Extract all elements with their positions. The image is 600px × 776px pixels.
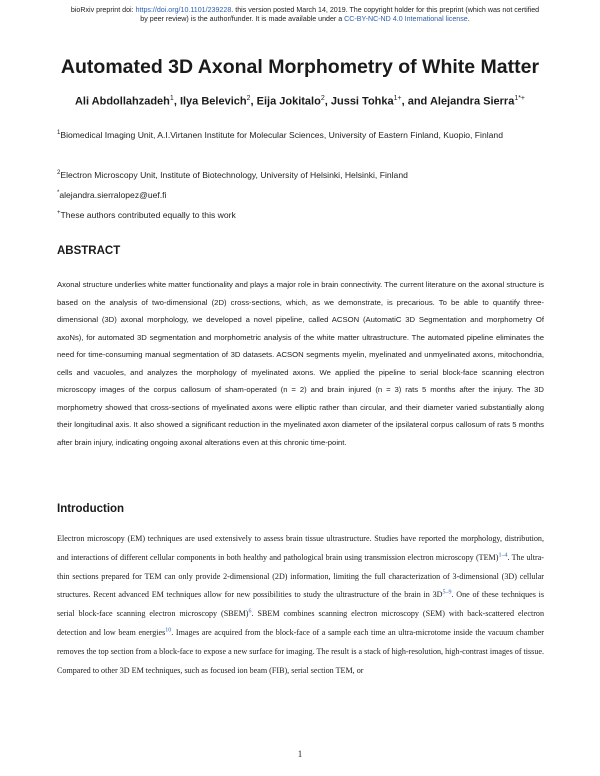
doi-link[interactable]: https://doi.org/10.1101/239228 bbox=[135, 6, 232, 14]
author-mark: 1*+ bbox=[514, 95, 526, 102]
preprint-prefix: bioRxiv preprint doi: bbox=[70, 6, 136, 14]
author-mark: 2 bbox=[320, 95, 325, 102]
paragraph-text: . Images are acquired from the block-face of a sample each time an ultra-microtome inside the vacuum chamber removes the top section from a block-face to expose a new surface for imaging. The result is a stack of high-resolution, high-contrast images of tissue. Compared to other 3D EM techniques, such as focused ion beam (FIB), serial section TEM, or bbox=[57, 627, 544, 675]
page-number: 1 bbox=[297, 749, 303, 759]
author-mark: 1+ bbox=[393, 95, 402, 102]
preprint-middle: . this version posted March 14, 2019. The copyright holder for this preprint (which was not certified by peer review) is the author/funder. It is made available under a bbox=[140, 6, 540, 23]
author-name: Ali Abdollahzadeh bbox=[74, 95, 170, 108]
citation-link[interactable]: 10 bbox=[165, 627, 172, 634]
abstract-heading: ABSTRACT bbox=[57, 245, 121, 257]
author-separator: , and bbox=[401, 95, 430, 108]
author-name: Eija Jokitalo bbox=[256, 95, 321, 108]
affiliation-1 bbox=[57, 125, 547, 144]
introduction-heading: Introduction bbox=[57, 503, 125, 515]
affiliation-text: Electron Microscopy Unit, Institute of Biotechnology, University of Helsinki, Helsinki, Finland bbox=[60, 169, 408, 180]
affiliation-text: Biomedical Imaging Unit, A.I.Virtanen Institute for Molecular Sciences, University of Eastern Finland, Kuopio, Finland bbox=[60, 129, 503, 140]
citation-link[interactable]: 1–4 bbox=[498, 552, 508, 559]
license-link[interactable]: CC-BY-NC-ND 4.0 International license bbox=[344, 15, 468, 23]
author-list bbox=[40, 95, 560, 108]
affiliation-mark: + bbox=[57, 210, 61, 216]
paragraph-text: . One of these techniques is serial block-face scanning electron microscopy (SBEM) bbox=[57, 590, 544, 619]
author-name: Ilya Belevich bbox=[179, 95, 247, 108]
author-name: Alejandra Sierra bbox=[429, 95, 515, 108]
citation-link[interactable]: 5–9 bbox=[442, 589, 452, 596]
affiliation-2 bbox=[57, 165, 547, 184]
author-mark: 1 bbox=[169, 95, 174, 102]
introduction-paragraph bbox=[57, 530, 544, 680]
affiliation-mark: 2 bbox=[57, 170, 61, 176]
preprint-suffix: . bbox=[467, 15, 470, 23]
citation-link[interactable]: 6 bbox=[248, 608, 252, 615]
affiliation-mark: * bbox=[57, 190, 60, 196]
preprint-notice bbox=[70, 6, 540, 24]
affiliation-mark: 1 bbox=[57, 130, 61, 136]
paragraph-text: . The ultra-thin sections prepared for TEM can only provide 2-dimensional (2D) information, limiting the full characterization of 3-dimensional (3D) cellular structures. Recent advanced EM techniques allow for new possibilities to study the ultrastructure of the brain in 3D bbox=[57, 552, 544, 600]
author-separator: , bbox=[324, 95, 331, 108]
paragraph-text: Electron microscopy (EM) techniques are used extensively to assess brain tissue ultrastructure. Studies have reported the morphology, distribution, and interactions of different cellular components in both healthy and pathological brain using transmission electron microscopy (TEM) bbox=[57, 534, 544, 562]
corresponding-email bbox=[57, 185, 547, 204]
email-text[interactable]: alejandra.sierralopez@uef.fi bbox=[59, 189, 167, 200]
abstract-text: Axonal structure underlies white matter functionality and plays a major role in brain connectivity. The current literature on the axonal structure is based on the analysis of two-dimensional (2D) cross-sections, which, as we demonstrate, is precarious. To be able to quantify three-dimensional (3D) axonal morphology, we developed a novel pipeline, called ACSON (AutomatiC 3D Segmentation and morphometry Of axoNs), for automated 3D segmentation and morphometric analysis of the white matter ultrastructure. The automated pipeline eliminates the need for time-consuming manual segmentation of 3D datasets. ACSON segments myelin, myelinated and unmyelinated axons, mitochondria, cells and vacuoles, and analyzes the morphology of myelinated axons. We applied the pipeline to serial block-face scanning electron microscopy images of the corpus callosum of sham-operated (n = 2) and brain injured (n = 3) rats 5 months after the injury. The 3D morphometry showed that cross-sections of myelinated axons were elliptic rather than circular, and their diameter varied substantially along their longitudinal axis. It also showed a significant reduction in the myelinated axon diameter of the ipsilateral corpus callosum of rats 5 months after brain injury, indicating ongoing axonal alterations even at this chronic time-point. bbox=[57, 280, 544, 447]
author-separator: , bbox=[250, 95, 257, 108]
author-mark: 2 bbox=[246, 95, 251, 102]
equal-contribution-note bbox=[57, 205, 547, 224]
author-separator: , bbox=[173, 95, 180, 108]
note-text: These authors contributed equally to this work bbox=[60, 209, 236, 220]
author-name: Jussi Tohka bbox=[330, 95, 394, 108]
paper-title: Automated 3D Axonal Morphometry of White Matter bbox=[60, 56, 540, 78]
paragraph-text: . SBEM combines scanning electron microscopy (SEM) with back-scattered electron detection and low beam energies bbox=[57, 609, 545, 637]
